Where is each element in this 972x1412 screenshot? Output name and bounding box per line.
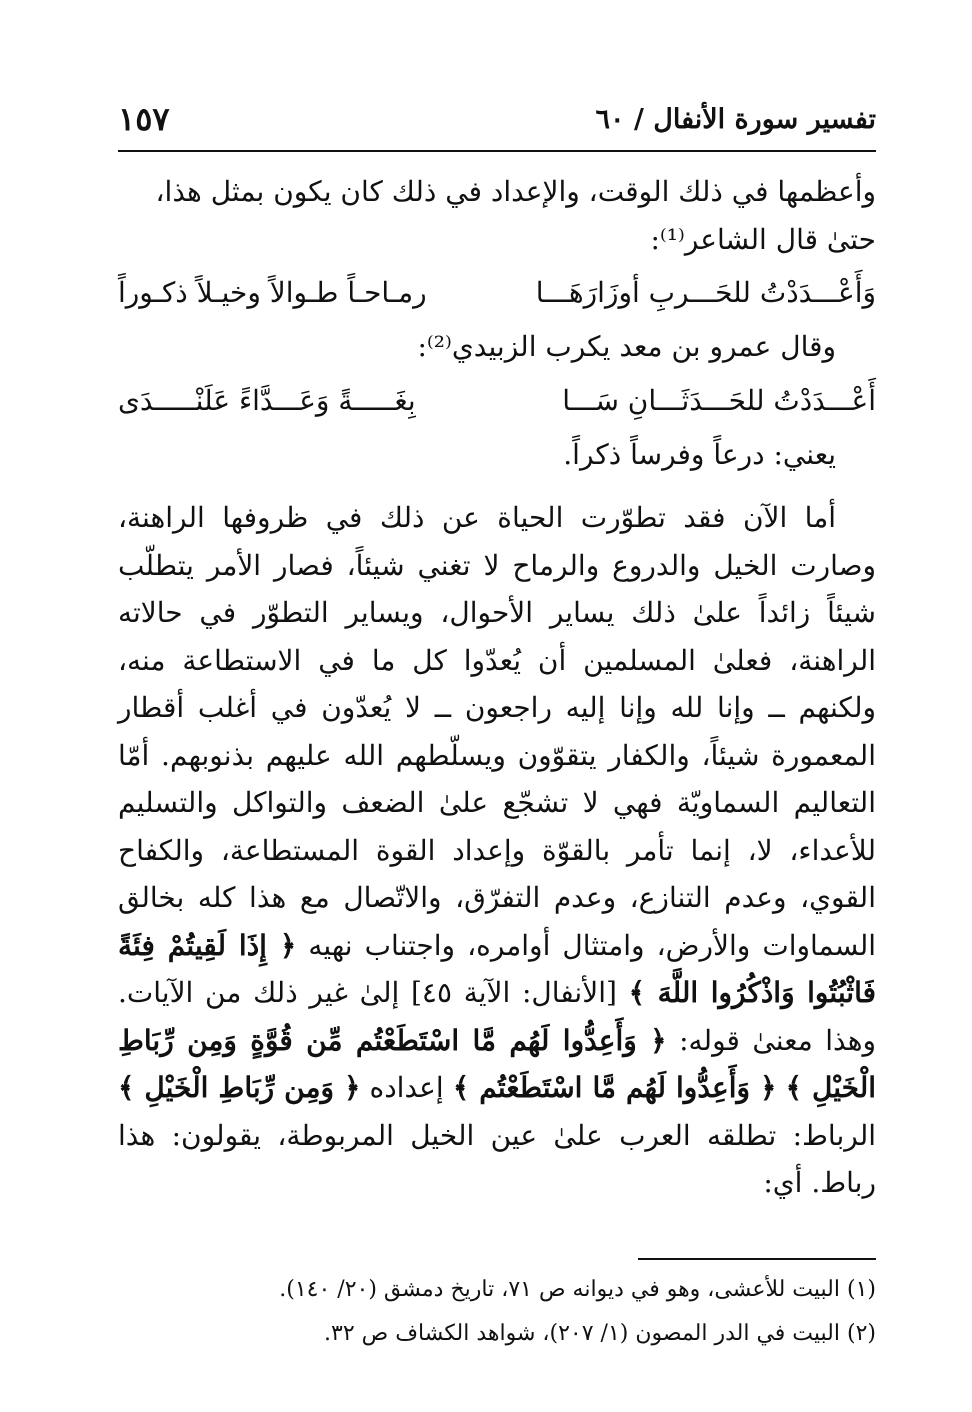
header-divider: [118, 150, 876, 152]
body-text: [118, 168, 876, 1207]
footnotes: [118, 1268, 876, 1356]
paragraph-line: حتىٰ قال الشاعر⁽¹⁾:: [650, 222, 876, 256]
footnote: (١) البيت للأعشى، وهو في ديوانه ص ٧١، تاريخ دمشق (٢٠/ ١٤٠).: [279, 1277, 876, 1302]
verse-explanation: يعني: درعاً وفرساً ذكراً.: [563, 437, 836, 471]
paragraph-text: أما الآن فقد تطوّرت الحياة عن ذلك في ظروفها الراهنة، وصارت الخيل والدروع والرماح لا تغني شيئاً، فصار الأمر يتطلّب شيئاً زائداً علىٰ ذلك يساير الأحوال، ويساير التطوّر في حالاته الراهنة، فعلىٰ المسلمين أن يُعدّوا كل ما في الاستطاعة منه، ولكنهم ــ وإنا لله وإنا إليه راجعون ــ لا يُعدّون في أغلب أقطار المعمورة شيئاً، والكفار يتقوّون ويسلّطهم الله عليهم بذنوبهم. أمّا التعاليم السماويّة فهي لا تشجّع علىٰ الضعف والتواكل والتسليم للأعداء، لا، إنما تأمر بالقوّة وإعداد القوة المستطاعة، والكفاح القوي، وعدم التنازع، وعدم التفرّق، والاتّصال مع هذا كله بخالق السماوات والأرض، وامتثال أوامره، واجتناب نهيه: [118, 501, 876, 962]
main-paragraph: [118, 494, 876, 1207]
quran-quote: ﴿ وَمِن رِّبَاطِ الْخَيْلِ ﴾: [118, 1071, 361, 1104]
quran-quote: ﴿ وَأَعِدُّوا لَهُم مَّا اسْتَطَعْتُم ﴾: [452, 1071, 777, 1104]
running-title: تفسير سورة الأنفال / ٦٠: [595, 104, 876, 135]
poetry-verse: [118, 263, 876, 323]
footnote: (٢) البيت في الدر المصون (١/ ٢٠٧)، شواهد الكشاف ص ٣٢.: [324, 1321, 876, 1346]
verse-second-hemistich: بِغَـــــةً وَعَـــدَّاءً عَلَنْـــــدَى: [118, 383, 416, 417]
quran-quote: ﴿ وَأَعِدُّوا لَهُم مَّا اسْتَطَعْتُم مِّن قُوَّةٍ وَمِن رِّبَاطِ الْخَيْلِ ﴾: [118, 1023, 877, 1104]
quran-quote: ﴿ إِذَا لَقِيتُمْ فِئَةً فَاثْبُتُوا وَاذْكُرُوا اللَّهَ ﴾: [118, 928, 876, 1009]
footnote-divider: [638, 1258, 876, 1260]
poetry-verse: [118, 371, 876, 431]
paragraph-line: وأعظمها في ذلك الوقت، والإعداد في ذلك كان يكون بمثل هذا،: [155, 175, 876, 208]
verse-first-hemistich: وَأَعْـــدَدْتُ للحَـــربِ أوزَارَهَـــا: [535, 276, 876, 309]
paragraph-text: الرباط: تطلقه العرب علىٰ عين الخيل المربوطة، يقولون: هذا رباط. أي:: [118, 1118, 876, 1199]
page-header: [118, 100, 876, 150]
paragraph-text: إعداده: [369, 1071, 444, 1104]
verse-first-hemistich: أَعْـــدَدْتُ للحَـــدَثَـــانِ سَـــا: [562, 383, 876, 417]
paragraph-text: [الأنفال: الآية ٤٥] إلىٰ غير ذلك من الآيات. وهذا معنىٰ قوله:: [118, 976, 877, 1057]
page-number: ١٥٧: [118, 100, 170, 138]
verse-second-hemistich: رمـاحـاً طـوالاً وخيـلاً ذكـوراً: [118, 276, 427, 309]
verse-intro: وقال عمرو بن معد يكرب الزبيدي⁽²⁾:: [417, 330, 836, 363]
